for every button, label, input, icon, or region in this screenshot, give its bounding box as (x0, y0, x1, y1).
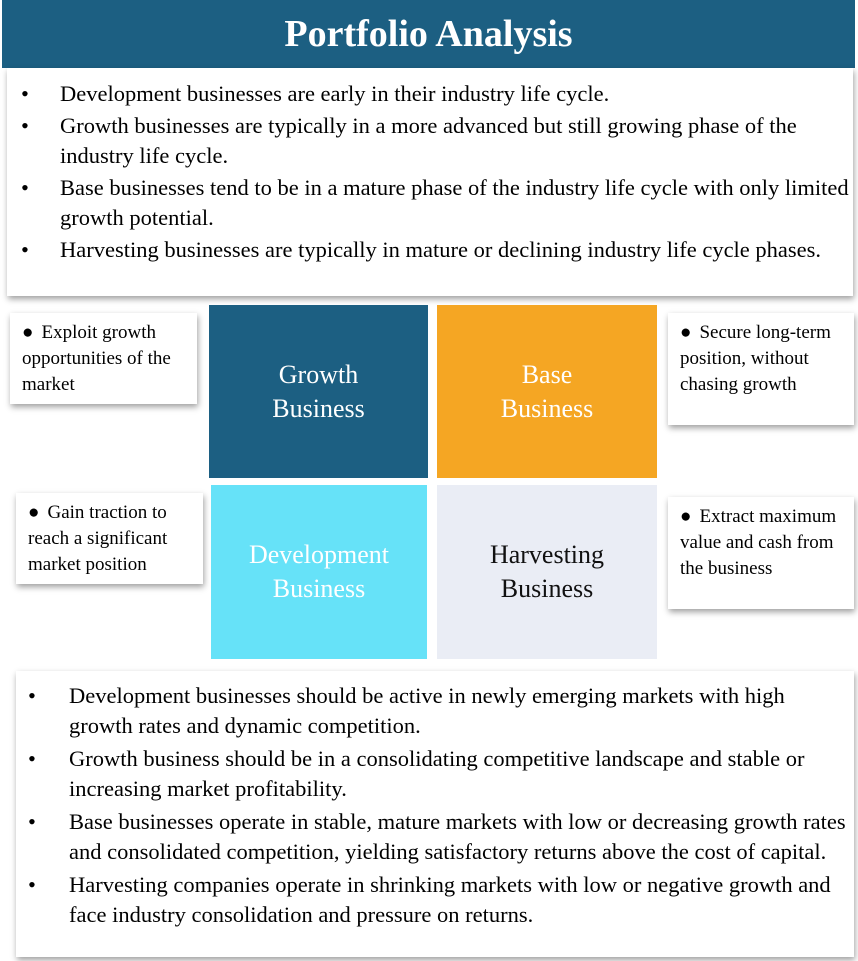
growth-business-quadrant (209, 305, 428, 478)
bottom-bullet-growth: • Growth business should be in a consolidating competitive landscape and stable or increasing market profitability. (16, 744, 854, 804)
top-bullet-growth: • Growth businesses are typically in a more advanced but still growing phase of the industry life cycle. (7, 111, 853, 171)
title-banner (2, 0, 855, 68)
top-text-panel (7, 68, 853, 296)
top-bullet-base: • Base businesses tend to be in a mature phase of the industry life cycle with only limited growth potential. (7, 173, 853, 233)
top-bullet-harvesting: • Harvesting businesses are typically in mature or declining industry life cycle phases. (7, 235, 853, 265)
harvesting-strategy-note (668, 497, 854, 609)
bottom-bullet-base: • Base businesses operate in stable, mature markets with low or decreasing growth rates and consolidated competition, yielding satisfactory returns above the cost of capital. (16, 807, 854, 867)
bullet-dot-icon: ● (28, 502, 40, 523)
harvesting-note-text: Extract maximum value and cash from the business (680, 506, 837, 579)
base-strategy-note (668, 313, 854, 425)
top-bullet-development: • Development businesses are early in their industry life cycle. (7, 79, 853, 109)
page-title: Portfolio Analysis (284, 13, 573, 55)
base-note-text: Secure long-term position, without chasing growth (680, 322, 831, 395)
growth-strategy-note (10, 313, 197, 404)
bottom-bullet-list (16, 671, 854, 930)
development-note-text: Gain traction to reach a significant market position (28, 502, 168, 575)
base-business-quadrant (437, 305, 657, 478)
bullet-dot-icon: ● (22, 322, 34, 343)
growth-quadrant-line1: Growth (278, 359, 359, 389)
bottom-bullet-harvesting: • Harvesting companies operate in shrinking markets with low or negative growth and face industry consolidation and pressure on returns. (16, 870, 854, 930)
harvesting-quadrant-line1: Harvesting (489, 540, 605, 569)
base-quadrant-line1: Base (521, 359, 573, 389)
development-quadrant-line2: Business (272, 574, 366, 603)
harvesting-quadrant-line2: Business (500, 574, 594, 603)
development-business-quadrant (211, 485, 427, 659)
bottom-text-panel (16, 671, 854, 957)
top-bullet-list (7, 68, 853, 265)
harvesting-business-quadrant (437, 485, 657, 659)
bullet-dot-icon: ● (680, 322, 692, 343)
development-quadrant-line1: Development (248, 540, 390, 569)
development-strategy-note (16, 493, 203, 584)
bottom-bullet-development: • Development businesses should be active in newly emerging markets with high growth rates and dynamic competition. (16, 681, 854, 741)
bullet-dot-icon: ● (680, 506, 692, 527)
base-quadrant-line2: Business (500, 393, 594, 423)
growth-note-text: Exploit growth opportunities of the market (22, 322, 171, 395)
growth-quadrant-line2: Business (272, 393, 365, 423)
